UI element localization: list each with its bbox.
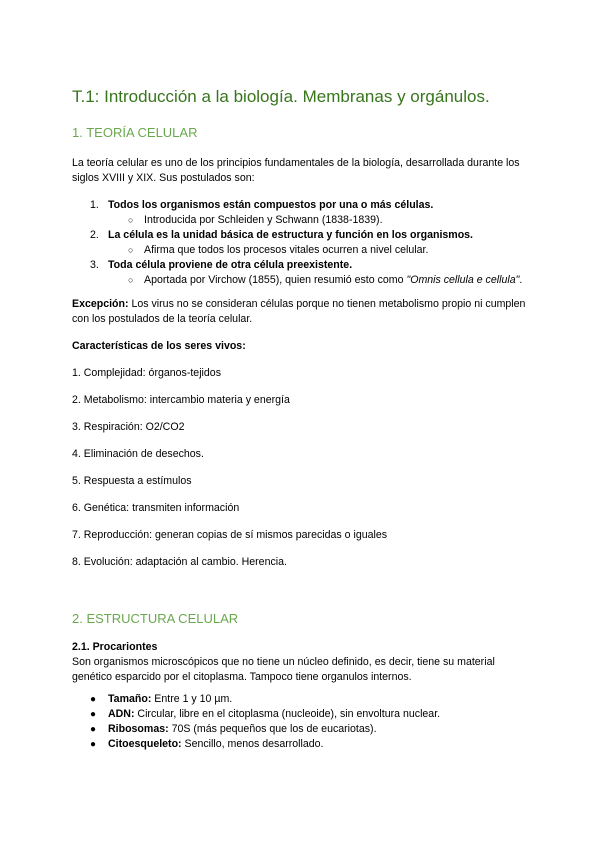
characteristic-item: 1. Complejidad: órganos-tejidos xyxy=(72,367,221,379)
hollow-circle-bullet-icon: ○ xyxy=(128,245,134,255)
section-heading-estructura-celular: 2. ESTRUCTURA CELULAR xyxy=(72,611,239,626)
subsection-heading-procariontes: 2.1. Procariontes xyxy=(72,641,158,653)
item-label: Ribosomas: xyxy=(108,723,169,735)
characteristic-item: 2. Metabolismo: intercambio materia y energía xyxy=(72,394,290,406)
characteristic-item: 5. Respuesta a estímulos xyxy=(72,475,192,487)
characteristic-item: 7. Reproducción: generan copias de sí mismos parecidas o iguales xyxy=(72,529,388,541)
characteristic-item: 3. Respiración: O2/CO2 xyxy=(72,421,185,433)
item-label: Citoesqueleto: xyxy=(108,738,182,750)
procariontes-item xyxy=(90,737,528,752)
item-label: Tamaño: xyxy=(108,693,152,705)
postulado-subitem xyxy=(128,273,528,288)
postulado-subitem xyxy=(128,213,528,228)
exception-label: Excepción: xyxy=(72,298,129,310)
exception-paragraph xyxy=(72,297,528,327)
item-text: Sencillo, menos desarrollado. xyxy=(181,738,324,750)
postulado-subtext: Introducida por Schleiden y Schwann (1838-1839). xyxy=(144,214,383,226)
item-label: ADN: xyxy=(108,708,135,720)
postulado-number: 3. xyxy=(90,259,99,271)
procariontes-item xyxy=(90,722,528,737)
hollow-circle-bullet-icon: ○ xyxy=(128,215,134,225)
characteristics-heading: Características de los seres vivos: xyxy=(72,340,246,352)
teoria-intro-paragraph: La teoría celular es uno de los principios fundamentales de la biología, desarrollada durante los siglos XVIII y XIX. Sus postulados son: xyxy=(72,157,520,184)
characteristic-item: 4. Eliminación de desechos. xyxy=(72,448,204,460)
postulado-number: 1. xyxy=(90,199,99,211)
postulado-subitem xyxy=(128,243,528,258)
procariontes-item xyxy=(90,692,528,707)
item-text: Circular, libre en el citoplasma (nucleoide), sin envoltura nuclear. xyxy=(134,708,441,720)
postulados-list xyxy=(92,198,528,288)
postulado-text: Todos los organismos están compuestos por una o más células. xyxy=(108,199,434,211)
item-text: Entre 1 y 10 µm. xyxy=(151,693,233,705)
postulado-subtext-end: . xyxy=(519,274,523,286)
filled-circle-bullet-icon: ● xyxy=(90,724,97,735)
filled-circle-bullet-icon: ● xyxy=(90,739,97,750)
postulado-item xyxy=(92,228,528,258)
exception-text: Los virus no se consideran células porque no tienen metabolismo propio ni cumplen con los postulados de la teoría celular. xyxy=(72,298,526,325)
postulado-subtext-quote: "Omnis cellula e cellula" xyxy=(406,274,520,286)
characteristic-item: 6. Genética: transmiten información xyxy=(72,502,240,514)
procariontes-intro-paragraph: Son organismos microscópicos que no tiene un núcleo definido, es decir, tiene su material genético esparcido por el citoplasma. Tampoco tiene organulos internos. xyxy=(72,656,495,683)
postulado-subtext: Aportada por Virchow (1855), quien resumió esto como xyxy=(144,274,407,286)
postulado-number: 2. xyxy=(90,229,99,241)
characteristic-item: 8. Evolución: adaptación al cambio. Herencia. xyxy=(72,556,287,568)
postulado-item xyxy=(92,258,528,288)
postulado-text: La célula es la unidad básica de estructura y función en los organismos. xyxy=(108,229,474,241)
postulado-text: Toda célula proviene de otra célula preexistente. xyxy=(108,259,353,271)
characteristics-list xyxy=(72,366,528,570)
section-heading-teoria-celular: 1. TEORÍA CELULAR xyxy=(72,125,198,140)
document-title: T.1: Introducción a la biología. Membranas y orgánulos. xyxy=(72,87,490,106)
item-text: 70S (más pequeños que los de eucariotas). xyxy=(168,723,377,735)
postulado-item xyxy=(92,198,528,228)
filled-circle-bullet-icon: ● xyxy=(90,709,97,720)
hollow-circle-bullet-icon: ○ xyxy=(128,275,134,285)
procariontes-item xyxy=(90,707,528,722)
procariontes-list xyxy=(90,692,528,752)
postulado-subtext: Afirma que todos los procesos vitales ocurren a nivel celular. xyxy=(144,244,429,256)
filled-circle-bullet-icon: ● xyxy=(90,694,97,705)
